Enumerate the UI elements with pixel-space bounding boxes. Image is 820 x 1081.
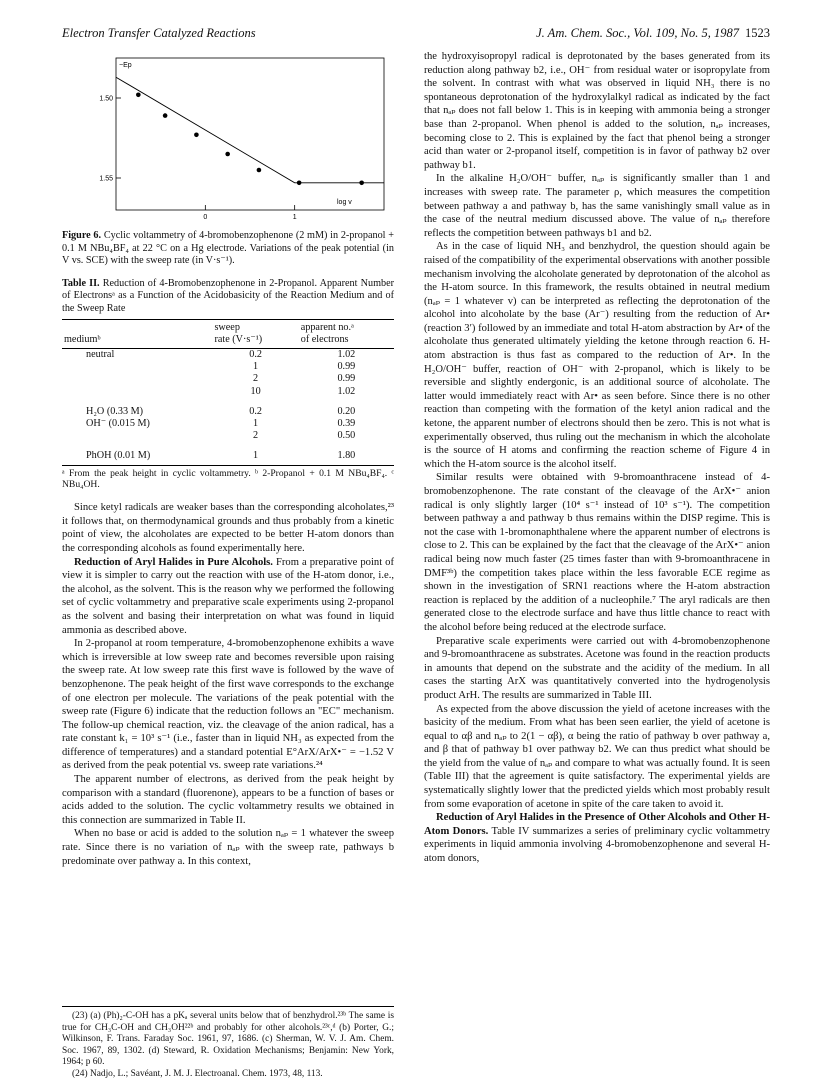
running-title: Electron Transfer Catalyzed Reactions [62,26,256,40]
tick-group [99,96,296,222]
footnote-23: (23) (a) (Ph)₂-C-OH has a pKₐ several units below that of benzhydrol.²³ᵇ The same is true for CH₃C-OH and CH₃OH²²ᵇ and probably for other alcohols.²³ᶜ,ᵈ (b) Porter, G.; Wilkinson, F. Trans. Faraday Soc. 1961, 97, 1686. (c) Sherman, W. V. J. Am. Chem. Soc. 1967, 89, 1302. (d) Steward, R. Oxidation Mechanisms; Benjamin: New York, 1964; p 60. [62,1011,394,1068]
paragraph: Reduction of Aryl Halides in Pure Alcohols. From a preparative point of view it is simpler to carry out the reaction with use of the H-atom donor, i.e., the alcohol, as the solvent. This is the reason why we performed the following set of cyclic voltammetry and preparative scale experiments using 2-propanol as the solvent and basing their interpretation on what was found in liquid ammonia as described above. [62,556,394,636]
data-points [136,93,364,186]
table-2-footnote: ᵃ From the peak height in cyclic voltammetry. ᵇ 2-Propanol + 0.1 M NBu₄BF₄. ᶜ NBu₄OH. [62,467,394,491]
x-tick-label: 0 [203,214,208,221]
y-axis-label: −Ep [119,62,132,69]
data-point [257,168,262,173]
paragraph: Reduction of Aryl Halides in the Presence of Other Alcohols and Other H-Atom Donors. Table IV summarizes a series of preliminary cyclic voltammetry experiments in liquid ammonia involving 4-bromobenzophenone and several H-atom donors, [424,812,770,865]
table-2-caption [62,278,394,316]
paragraph: Since ketyl radicals are weaker bases than the corresponding alcoholates,²³ it follows that, on thermodynamical grounds and thus probably from a kinetic point of view, the alcoholates are expected to be better H-atom donors than the corresponding alcohols as found experimentally here. [62,502,394,554]
paragraph: As expected from the above discussion the yield of acetone increases with the basicity of the medium. From what has been seen earlier, the yield of acetone is equal to αβ and nₐₚ to 2(1 − αβ), α being the ratio of pathway b over pathway a, and β that of pathway b1 over pathway b2. We can thus predict what should be the yield from the value of nₐₚ and compare to what was actually found. It is seen (Table III) that the agreement is quite satisfactory. The experimental yields are systematically slightly lower that the predicted yields which most probably result from some evaporation of acetone in spite of the care taken to avoid it. [424,703,770,810]
header-apparent-electrons: apparent no.ᵃ of electrons [299,319,394,348]
data-point [297,181,302,186]
data-point [359,181,364,186]
journal-citation [536,26,770,41]
x-axis-label: log v [337,199,352,206]
section-heading: Reduction of Aryl Halides in the Presence of Other Alcohols and Other H-Atom Donors. [424,812,770,837]
plot-frame [116,58,384,210]
data-point [225,152,230,157]
left-column [62,50,394,868]
table-2-label: Table II. [62,277,100,289]
section-heading: Reduction of Aryl Halides in Pure Alcohols. [74,556,273,568]
table-row: neutral 0.2 1.02 [86,348,356,360]
table-header-row [62,319,394,348]
table-row: H₂O (0.33 M) 0.2 0.20 [86,405,356,417]
data-point [163,113,168,118]
table-row: 10 1.02 [250,385,356,397]
page-number: 1523 [745,26,770,40]
figure-6-caption [62,230,394,268]
footnotes [62,1006,394,1081]
paragraph: As in the case of liquid NH₃ and benzhydrol, the question should again be raised of the compatibility of the experimental observations with another possible mechanism involving the alcoholate generated by deprotonation of the alcohol as the H-atom source. In this framework, the results obtained in neutral medium (nₐₚ = 1 whatever v) can be interpreted as reflecting the deprotonation of the alcohol into alcoholate by the base (Ar⁻) resulting from the reduction of Ar• (reaction 3′) followed by an immediate and total H-atom abstraction by Ar• of the alcoholate thus generated ultimately yielding the ketone through reaction 6. H-atom abstraction is thus fast as compared to the reduction of Ar•. In the H₂O/OH⁻ buffer, reaction of OH⁻ with 2-propanol, which is likely to be reversible and slightly endergonic, is an additional source of alcoholate. The latter would immediately react with Ar• as seen before. Since there is no other reaction than competing with the formation of the ketyl anion radical and the ketone, the apparent number of electrons should then be zero. This is not what is experimentally observed, thus ruling out the mechanism in which the alcoholate is the source of H atoms and confirming the reaction scheme of Figure 4 in which the H-atom source is the alcohol itself. [424,241,770,470]
paragraph: In 2-propanol at room temperature, 4-bromobenzophenone exhibits a wave which is irreversible at low sweep rate and becomes reversible upon raising the sweep rate. At low sweep rate this first wave is followed by the wave of benzophenone. The peak height of the first wave corresponds to the exchange of one electron per molecule. The variations of the peak potential with the sweep rate (Figure 6) indicate that the reduction follows an "EC" mechanism. The follow-up chemical reaction, viz. the cleavage of the anion radical, has a rate constant k₁ = 10³ s⁻¹ (i.e., faster than in liquid NH₃ as expected from the difference of temperatures) and a standard potential E°ArX/ArX•⁻ = −1.52 V as derived from the peak potential vs. sweep rate variations.²⁴ [62,638,394,772]
y-tick-label: 1.50 [99,95,113,103]
right-column [424,50,770,866]
paragraph: When no base or acid is added to the solution nₐₚ = 1 whatever the sweep rate. Since there is no variation of nₐₚ with the sweep rate, pathways b predominate over pathway a. In this context, [62,828,394,867]
header-sweep-rate: sweep rate (V·s⁻¹) [212,319,298,348]
journal-name: J. Am. Chem. Soc., Vol. 109, No. 5, 1987 [536,26,739,40]
paragraph: Similar results were obtained with 9-bromoanthracene instead of 4-bromobenzophenone. The rate constant of the cleavage of the ArX•⁻ anion radical is only slightly larger (10⁴ s⁻¹ instead of 10³ s⁻¹). The competition between pathway a and pathway b thus remains within the DISP regime. This is not the case with 1-bromonaphthalene where the apparent number of electrons is close to 2. This can be explained by the fact that the cleavage of the ArX•⁻ anion radical being now much faster (25 times faster than with 9-bromoanthracene in DMF³ᵇ) the competition takes place within the less favorable ECE regime as shown in the investigation of SRN1 reactions where the H-atom abstraction reaction is replaced by the addition of a nucleophile.⁷ The aryl radicals are then generated close to the electrode surface and have thus little chance to react with the alcohol before being reduced at the electrode surface. [424,472,770,633]
paragraph: The apparent number of electrons, as derived from the peak height by comparison with a standard (fluorenone), appears to be a function of bases or acids added to the solution. The cyclic voltammetry results we obtained in this connection are summarized in Table II. [62,774,394,826]
paragraph: the hydroxyisopropyl radical is deprotonated by the bases generated from its reduction along pathway b2, i.e., OH⁻ from residual water or isopropylate from the solvent. In contrast with what was observed in liquid NH₃ there is no spontaneous deprotonation of the hydroxylalkyl radical as indicated by the fact that nₐₚ does not fall below 1. This is in keeping with ammonia being a stronger base than 2-propanol. When phenol is added to the solution, nₐₚ increases, becoming close to 2. This is explained by the fact that phenol being a stronger acid than water or 2-propanol itself, competition is in favor of pathway b2 over pathway b1. [424,51,770,171]
table-row: OH⁻ (0.015 M) 1 0.39 [86,417,356,429]
figure-6-label: Figure 6. [62,230,102,241]
data-point [136,93,141,98]
fit-line [116,77,384,183]
table-row: 1 0.99 [253,361,356,373]
figure-6 [62,50,394,226]
paragraph: Preparative scale experiments were carried out with 4-bromobenzophenone and 9-bromoanthracene as substrates. Acetone was found in the reaction products in amounts that depend on the substrate and the acidity of the medium. In all cases the starting ArX was quantitatively converted into the hydrogenolysis product ArH. The results are summarized in Table III. [424,635,770,701]
figure-6-caption-text: Cyclic voltammetry of 4-bromobenzophenone (2 mM) in 2-propanol + 0.1 M NBu₄BF₄ at 22 °C on a Hg electrode. Variations of the peak potential (in V vs. SCE) with the sweep rate (in V·s⁻¹). [62,230,394,267]
data-point [194,133,199,138]
table-2 [62,319,394,466]
header-medium: mediumᵇ [62,319,212,348]
table-row: 2 0.50 [253,430,356,442]
paragraph: In the alkaline H₂O/OH⁻ buffer, nₐₚ is significantly smaller than 1 and increases with sweep rate. The parameter ρ, which measures the competition between pathway a and pathway b, has the same vanishingly small value as in the case of the neutral medium discussed above. The value of nₐₚ therefore reflects the competition between pathways b1 and b2. [424,173,770,239]
footnote-24: (24) Nadjo, L.; Savéant, J. M. J. Electroanal. Chem. 1973, 48, 113. [72,1068,323,1079]
y-tick-label: 1.55 [99,175,113,183]
figure-6-plot [62,50,394,226]
table-row: PhOH (0.01 M) 1 1.80 [62,442,394,465]
x-tick-label: 1 [292,214,297,221]
table-row: 2 0.99 [253,373,356,385]
table-2-caption-text: Reduction of 4-Bromobenzophenone in 2-Propanol. Apparent Number of Electronsᵃ as a Function of the Acidobasicity of the Reaction Medium and of the Sweep Rate [62,277,395,314]
